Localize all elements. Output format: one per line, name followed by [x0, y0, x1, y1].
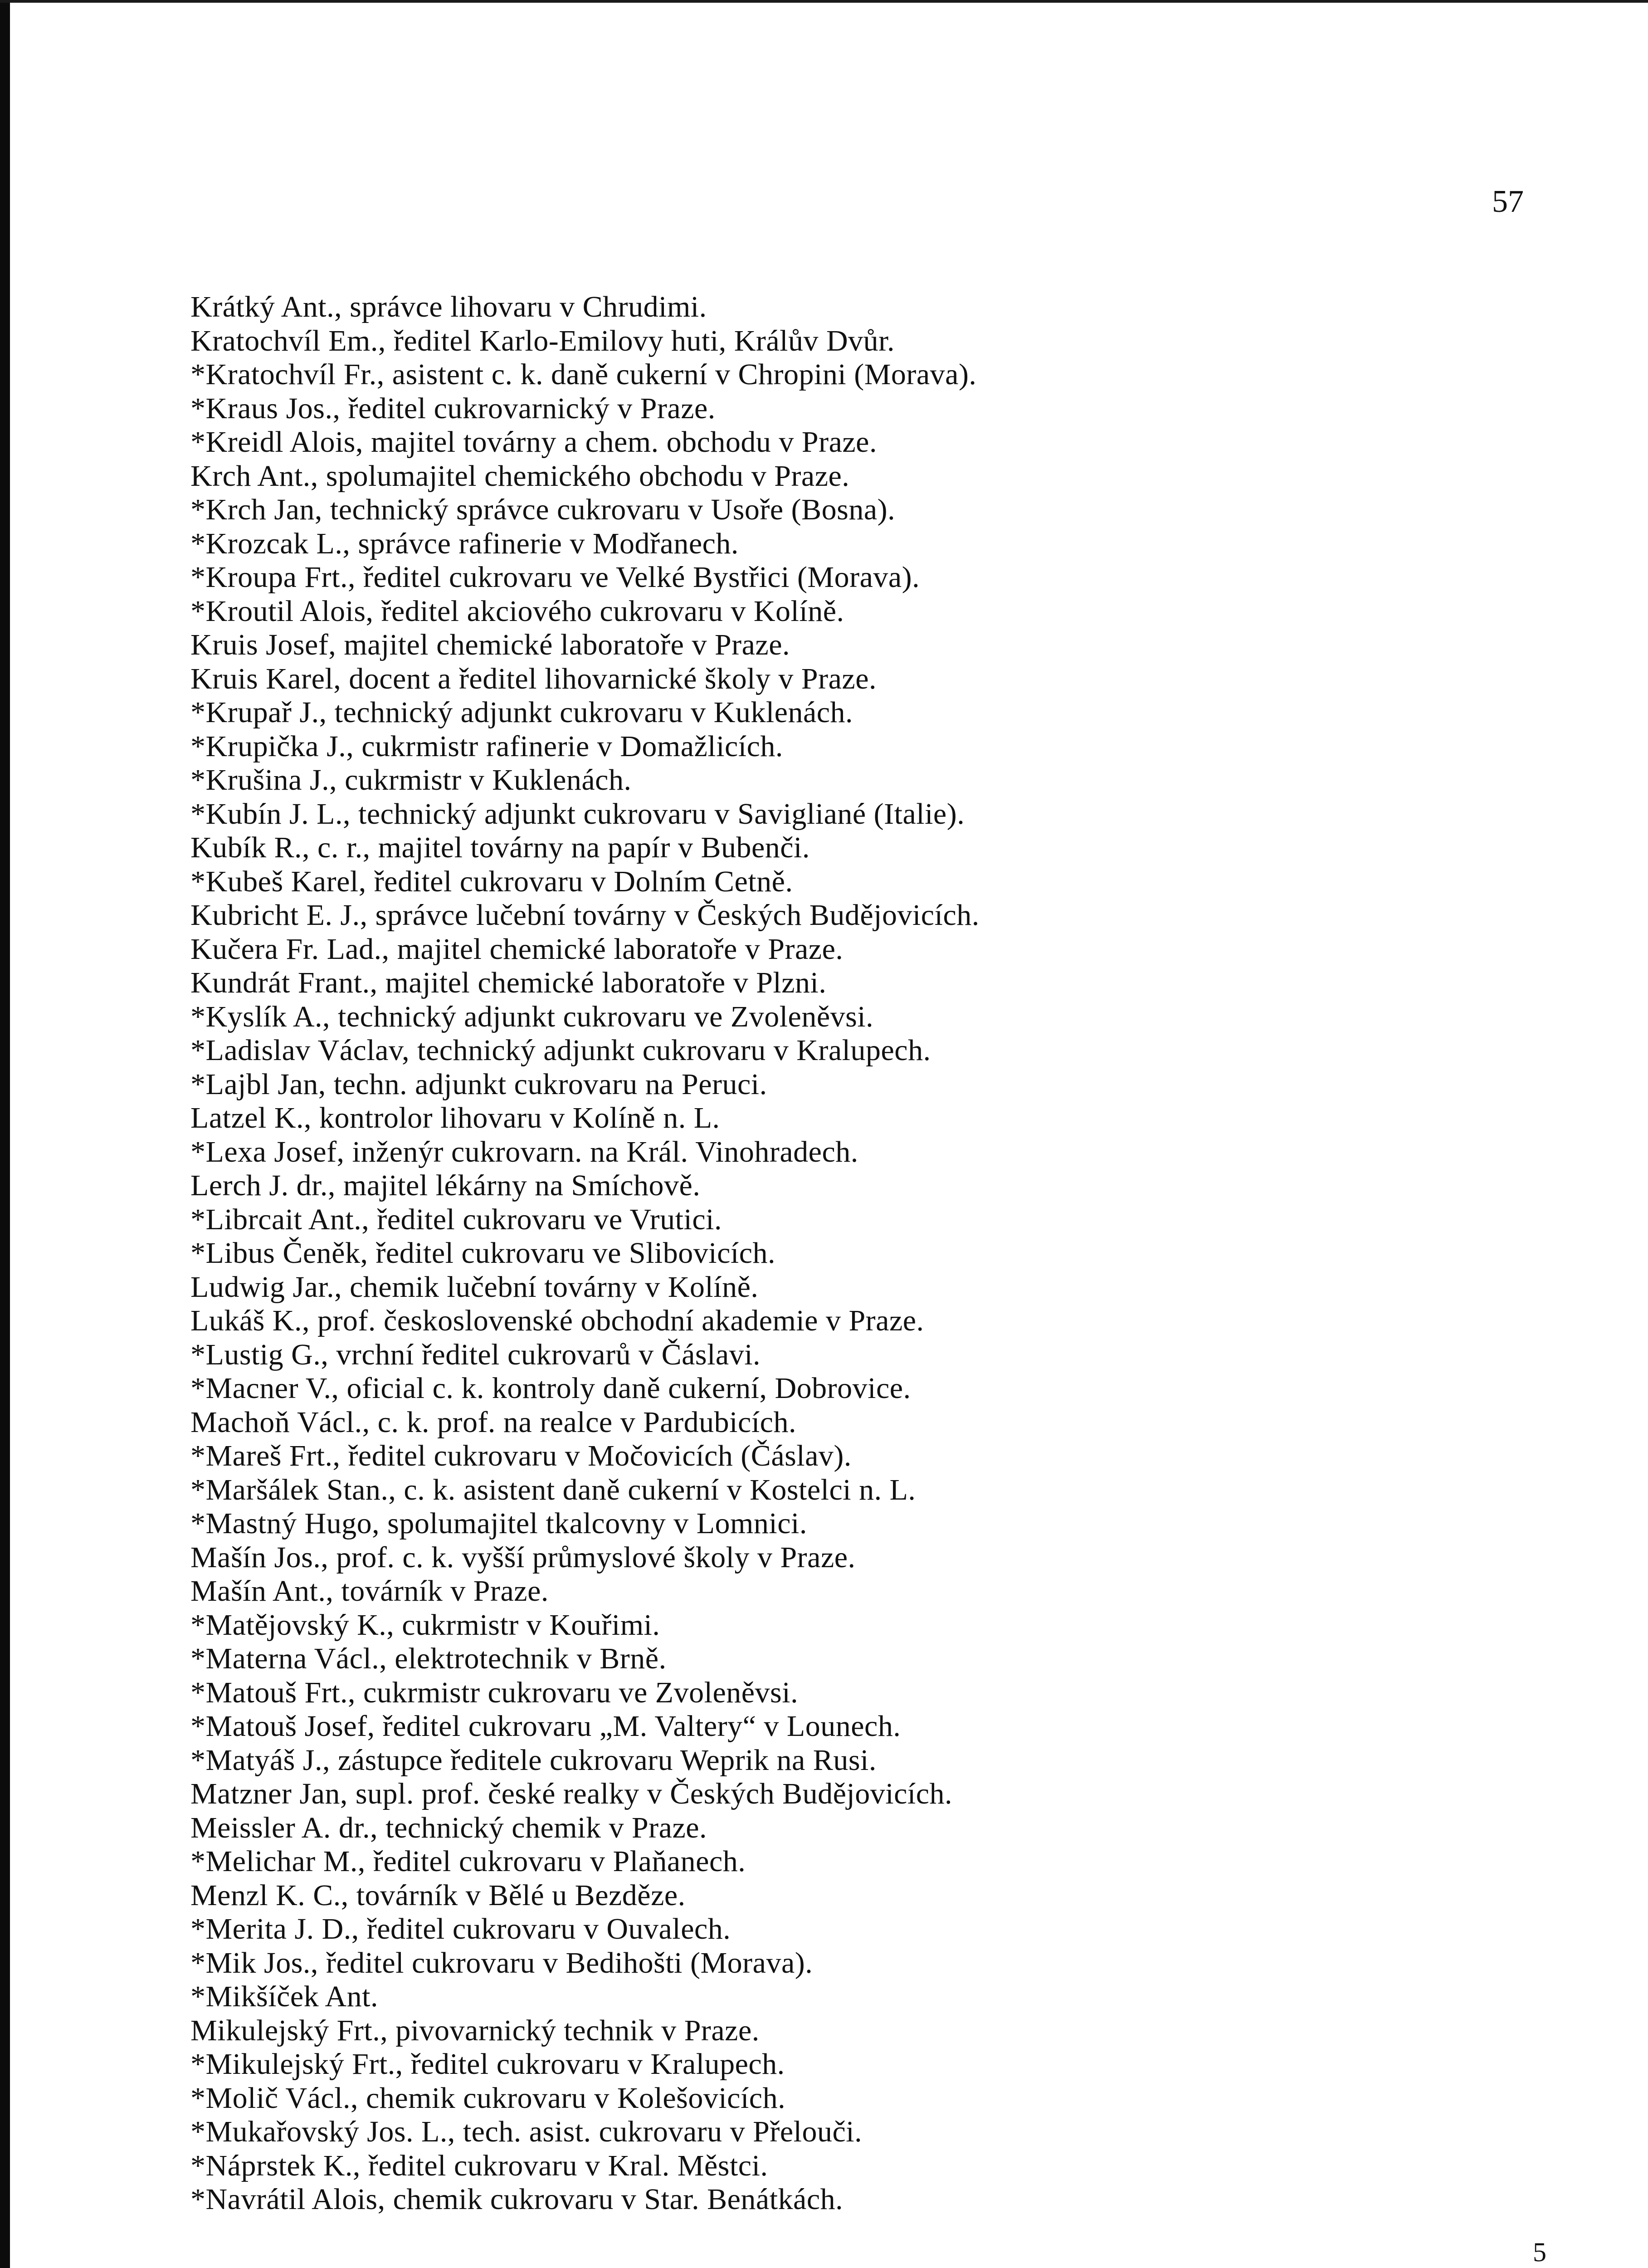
directory-entry: *Matouš Frt., cukrmistr cukrovaru ve Zvoleněvsi.: [190, 1676, 799, 1709]
directory-entry: Krátký Ant., správce lihovaru v Chrudimi.: [190, 290, 707, 323]
directory-entry: Ludwig Jar., chemik lučební továrny v Kolíně.: [190, 1270, 759, 1304]
directory-entry: *Matějovský K., cukrmistr v Kouřimi.: [190, 1608, 660, 1642]
directory-entry: *Macner V., oficial c. k. kontroly daně cukerní, Dobrovice.: [190, 1372, 911, 1405]
directory-entry: Meissler A. dr., technický chemik v Praze.: [190, 1811, 707, 1844]
directory-entry: *Lajbl Jan, techn. adjunkt cukrovaru na Peruci.: [190, 1067, 767, 1101]
directory-entry: *Libus Čeněk, ředitel cukrovaru ve Slibovicích.: [190, 1237, 776, 1270]
directory-entry: *Krozcak L., správce rafinerie v Modřanech.: [190, 527, 739, 560]
directory-entry: *Kratochvíl Fr., asistent c. k. daně cukerní v Chropini (Morava).: [190, 358, 977, 391]
directory-entry: *Kroutil Alois, ředitel akciového cukrovaru v Kolíně.: [190, 594, 844, 628]
directory-entry: Lukáš K., prof. československé obchodní akademie v Praze.: [190, 1304, 924, 1337]
directory-entry: Kruis Karel, docent a ředitel lihovarnické školy v Praze.: [190, 662, 877, 695]
directory-entry: *Náprstek K., ředitel cukrovaru v Kral. Městci.: [190, 2149, 768, 2182]
directory-entry: *Krupička J., cukrmistr rafinerie v Domažlicích.: [190, 729, 783, 763]
directory-entry: *Librcait Ant., ředitel cukrovaru ve Vrutici.: [190, 1202, 722, 1236]
directory-entry: Mašín Jos., prof. c. k. vyšší průmyslové školy v Praze.: [190, 1540, 856, 1574]
directory-entry: *Mareš Frt., ředitel cukrovaru v Močovicích (Čáslav).: [190, 1439, 852, 1472]
directory-entry: *Kroupa Frt., ředitel cukrovaru ve Velké Bystřici (Morava).: [190, 561, 920, 594]
directory-entry: Krch Ant., spolumajitel chemického obchodu v Praze.: [190, 459, 850, 493]
directory-entry: Machoň Václ., c. k. prof. na realce v Pardubicích.: [190, 1405, 796, 1439]
directory-entry: Mašín Ant., továrník v Praze.: [190, 1574, 549, 1608]
directory-entry: *Kyslík A., technický adjunkt cukrovaru ve Zvoleněvsi.: [190, 1000, 874, 1033]
directory-entry: *Mikulejský Frt., ředitel cukrovaru v Kralupech.: [190, 2048, 785, 2081]
directory-entry: *Lexa Josef, inženýr cukrovarn. na Král. Vinohradech.: [190, 1135, 858, 1168]
directory-entry: *Krupař J., technický adjunkt cukrovaru v Kuklenách.: [190, 696, 853, 729]
directory-entry: *Navrátil Alois, chemik cukrovaru v Star. Benátkách.: [190, 2183, 844, 2216]
directory-entry: Latzel K., kontrolor lihovaru v Kolíně n. L.: [190, 1101, 720, 1134]
directory-entry: Kučera Fr. Lad., majitel chemické laboratoře v Praze.: [190, 932, 844, 966]
directory-entry: *Kreidl Alois, majitel továrny a chem. obchodu v Praze.: [190, 425, 877, 459]
directory-entry: *Mastný Hugo, spolumajitel tkalcovny v Lomnici.: [190, 1507, 807, 1540]
directory-entry: *Matouš Josef, ředitel cukrovaru „M. Valtery“ v Lounech.: [190, 1710, 901, 1743]
directory-entry: *Kraus Jos., ředitel cukrovarnický v Praze.: [190, 391, 716, 425]
directory-entry: *Krch Jan, technický správce cukrovaru v Usoře (Bosna).: [190, 493, 896, 526]
directory-entry: Kundrát Frant., majitel chemické laboratoře v Plzni.: [190, 966, 827, 999]
directory-entry: Kruis Josef, majitel chemické laboratoře v Praze.: [190, 628, 790, 661]
directory-entry: Menzl K. C., továrník v Bělé u Bezděze.: [190, 1878, 686, 1912]
directory-entry: *Kubín J. L., technický adjunkt cukrovaru v Savigliané (Italie).: [190, 797, 965, 831]
directory-entry: *Maršálek Stan., c. k. asistent daně cukerní v Kostelci n. L.: [190, 1473, 916, 1506]
directory-entry: *Ladislav Václav, technický adjunkt cukrovaru v Kralupech.: [190, 1034, 931, 1067]
directory-entry: Lerch J. dr., majitel lékárny na Smíchově.: [190, 1169, 701, 1202]
directory-entry: *Molič Václ., chemik cukrovaru v Kolešovicích.: [190, 2081, 786, 2115]
page-number: 57: [1492, 184, 1524, 219]
directory-entry: *Kubeš Karel, ředitel cukrovaru v Dolním Cetně.: [190, 865, 793, 898]
directory-entry: *Lustig G., vrchní ředitel cukrovarů v Čáslavi.: [190, 1338, 761, 1371]
directory-entry: *Matyáš J., zástupce ředitele cukrovaru Weprik na Rusi.: [190, 1743, 877, 1777]
directory-entry: *Mik Jos., ředitel cukrovaru v Bedihošti (Morava).: [190, 1946, 813, 1980]
scan-border-left: [0, 0, 10, 2268]
directory-entry: *Melichar M., ředitel cukrovaru v Plaňanech.: [190, 1845, 746, 1878]
directory-entry: *Krušina J., cukrmistr v Kuklenách.: [190, 763, 632, 797]
directory-entry: *Mikšíček Ant.: [190, 1980, 378, 2013]
directory-entry: *Merita J. D., ředitel cukrovaru v Ouvalech.: [190, 1912, 731, 1945]
scan-border-top: [0, 0, 1648, 3]
directory-entry: Kubík R., c. r., majitel továrny na papír v Bubenči.: [190, 831, 810, 864]
directory-entry: Kratochvíl Em., ředitel Karlo-Emilovy huti, Králův Dvůr.: [190, 324, 895, 357]
directory-entry: Kubricht E. J., správce lučební továrny v Českých Budějovicích.: [190, 899, 980, 932]
directory-entry: Mikulejský Frt., pivovarnický technik v Praze.: [190, 2014, 760, 2047]
directory-entry: *Mukařovský Jos. L., tech. asist. cukrovaru v Přelouči.: [190, 2115, 863, 2148]
directory-entry-list: [190, 290, 1551, 2217]
directory-entry: Matzner Jan, supl. prof. české realky v Českých Budějovicích.: [190, 1777, 953, 1810]
signature-mark: 5: [1533, 2237, 1546, 2267]
directory-entry: *Materna Václ., elektrotechnik v Brně.: [190, 1642, 667, 1675]
